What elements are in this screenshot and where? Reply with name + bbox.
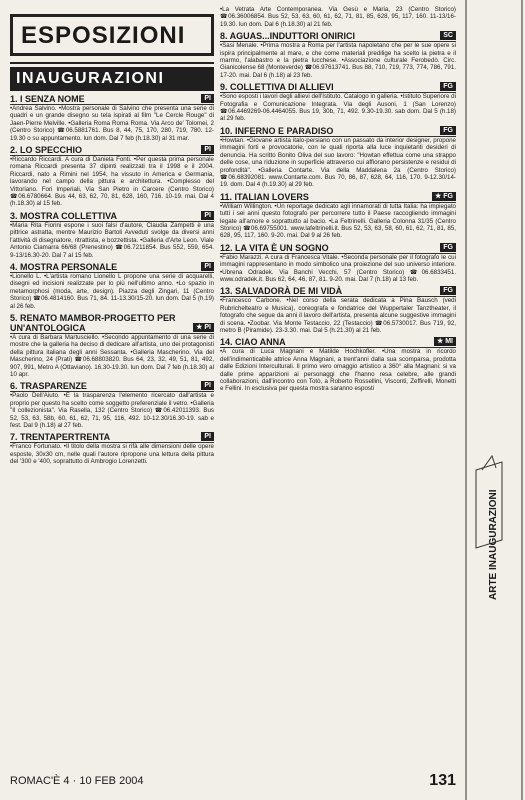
- entry-title: 8. AGUAS...INDUTTORI ONIRICI: [220, 31, 356, 42]
- page-footer: [10, 772, 456, 790]
- list-item: [220, 286, 456, 334]
- entry-title: 13. SALVADORÀ DE MI VIDÀ: [220, 286, 343, 297]
- entry-text: •Fabio Marazzi. A cura di Francesca Vitale. •Seconda personale per il fotografo le cui immagini rappresentano in modo simbolico una proiezione del suo universo interiore. •Ubrena Odradek. Via Banchi Vecchi, 57 (Centro Storico) ☎06.6833451. www.odradek.it. Bus 62, 64, 46, 87, 81. 9-20. mai. Dal 7 (h.18) al 13 feb.: [220, 253, 456, 283]
- entry-title: 6. TRASPARENZE: [10, 381, 87, 392]
- entry-text: •Howtan. •Giovane artista italo-persiano con un passato da interior designer, propone immagini forti e provocatorie, con le quali riporta alla luce inquietanti desideri di denuncia. Ha scritto Bonito Oliva del suo lavoro: "Howtan effettua come una strappo delle cose, una riduzione in superficie attraverso cui affiorano persistenze e residui di profondità". •Galleria Contarte. Via della Maddalena 2a (Centro Storico) ☎06.68392081. www.Contarte.com. Bus 70, 86, 87, 628, 64, 116, 170. 9-12.30/14-19. dom. Dal 4 (h.19.30) al 29 feb.: [220, 136, 456, 189]
- entry-title: 14. CIAO ANNA: [220, 337, 286, 348]
- category-badge: PI: [201, 432, 214, 441]
- list-item: [10, 262, 214, 310]
- entry-text: •Sasi Menale. •Prima mostra a Roma per l'artista napoletano che per le sue opere si ispira principalmente al mare, e che come materiali predilige ha scelto la pietra e il marmo, l'alabastro e la pietra lucchese. •Associazione culturale Ferobedò. Circ. Gianicolense 68 (Monteverde) ☎06.97613741. Bus 88, 710, 719, 773, 774, 786, 791. 17-20. mai. Dal 6 (h.18) al 23 feb.: [220, 42, 456, 79]
- entry-text: •Lionello L. •L'artista romano Lionello L propone una serie di acquarelli, disegni ed incisioni realizzate per lo più nell'ultimo anno. •Lo spazio in metamorphosi (moda, arte, design). Piazza degli Zingari, 11 (Centro Storico) ☎06.4814160. Bus 71, 84. 11-13.30/15-20. lun dom. Dal 5 (h.19) al 26 feb.: [10, 272, 214, 310]
- category-badge: PI: [201, 94, 214, 103]
- category-badge: PI: [201, 262, 214, 271]
- list-item: [220, 192, 456, 240]
- page-number: 131: [429, 772, 456, 789]
- category-badge: FG: [440, 286, 456, 295]
- entry-title: 9. COLLETTIVA DI ALLIEVI: [220, 82, 334, 93]
- entry-text: •Francesco Carbone. •Nel corso della serata dedicata a Pina Bausch (vedi Rubrichelteatro e Musica), coreografa e fondatrice del Wuppertaler Tanztheater, il fotografo che segue da anni il lavoro dell'artista, presenta alcune suggestive immagini di scena. •Zoobar. Via Monte Testaccio, 22 (Testaccio) ☎06.5730017. Bus 719, 92, metro B (Piramide). 23-3.30. mai. Dal 5 (h.21.30) al 21 feb.: [220, 297, 456, 334]
- entry-header: [220, 243, 456, 254]
- entry-title: 3. MOSTRA COLLETTIVA: [10, 210, 117, 221]
- entry-title: 4. MOSTRA PERSONALE: [10, 261, 118, 272]
- entry-header: [10, 145, 214, 156]
- list-item: [220, 243, 456, 284]
- entry-header: [220, 192, 456, 203]
- category-badge: FG: [440, 243, 456, 252]
- side-section-label: ARTE INAUGURAZIONI: [488, 489, 499, 600]
- entry-header: [220, 82, 456, 93]
- list-item: [10, 381, 214, 429]
- entry-header: [10, 94, 214, 105]
- left-entry-list: [10, 94, 214, 466]
- category-badge: PI: [201, 145, 214, 154]
- divider: [10, 62, 214, 64]
- list-item: [10, 432, 214, 465]
- list-item: [10, 211, 214, 259]
- category-badge: FG: [440, 126, 456, 135]
- category-badge: PI: [201, 381, 214, 390]
- entry-title: 12. LA VITA È UN SOGNO: [220, 242, 329, 253]
- entry-header: [10, 432, 214, 443]
- entry-header: [10, 262, 214, 273]
- category-badge: PI: [201, 211, 214, 220]
- list-item: [220, 82, 456, 123]
- category-badge: SC: [440, 31, 456, 40]
- section-header: INAUGURAZIONI: [10, 67, 214, 91]
- entry-header: [220, 126, 456, 137]
- right-entry-list: [220, 31, 456, 393]
- entry-header: [220, 31, 456, 42]
- left-column: [10, 0, 214, 466]
- list-item: [10, 145, 214, 208]
- list-item: [10, 313, 214, 378]
- entry-text: •A cura di Luca Magnani e Matilde Hochkofler. •Una mostra in ricordo dell'indimenticabile attrice Anna Magnani, a trent'anni dalla sua scomparsa, prodotta dalle Edizioni Interculturali. Il primo vero omaggio artistico a 360° alla Magnani: si va dalle prime apparizioni ai personaggi che l'hanno resa celebre, alle grandi collaborazioni, dall'incontro con Totò, a Roberto Rossellini, Visconti, Zeffirelli, Monetti e Fellini. In esclusiva per questa mostra saranno esposti: [220, 348, 456, 393]
- side-decoration: [462, 0, 525, 800]
- entry-title: 5. RENATO MAMBOR-PROGETTO PER UN'ANTOLOGICA: [10, 312, 176, 333]
- category-badge: FG: [440, 82, 456, 91]
- right-intro-text: •La Vetrata Arte Contemporanea. Via Gesù e Maria, 23 (Centro Storico) ☎06.36006854. Bus 52, 53, 63, 60, 61, 62, 71, 81, 85, 628, 95, 117, 160. 11-13/16-19.30. lun dom. Dal 6 (h.18.30) al 21 feb.: [220, 6, 456, 28]
- entry-text: •Sono esposti i lavori degli allievi dell'Istituto. Catalogo in galleria. •Istituto Superiore di Fotografia e Comunicazione Integrata. Via degli Ausoni, 1 (San Lorenzo) ☎06.4469269-06.4464055. Bus 19, 30b, 71, 492. 9.30-19.30. sab dom. Dal 5 (h.18) al 29 feb.: [220, 93, 456, 123]
- list-item: [220, 337, 456, 392]
- entry-header: [10, 313, 214, 334]
- entry-header: [10, 211, 214, 222]
- right-column: [220, 0, 456, 393]
- entry-title: 1. I SENZA NOME: [10, 94, 85, 104]
- category-badge: ★ FG: [432, 192, 456, 201]
- entry-title: 11. ITALIAN LOVERS: [220, 191, 309, 202]
- entry-header: [220, 286, 456, 297]
- page-title: ESPOSIZIONI: [10, 14, 214, 56]
- category-badge: ★ PI: [193, 323, 214, 332]
- category-badge: ★ MI: [434, 337, 456, 346]
- entry-text: •A cura di Barbara Martusciello. •Secondo appuntamento di una serie di mostre che la galleria ha deciso di dedicare all'artista, uno dei protagonisti della pittura italiana degli anni Sessanta. •Galleria Mascherino. Via del Mascherino, 24 (Prati) ☎06.68803820. Bus 64, 23, 32, 49, 51, 81, 492, 907, 991, Metro A (Ottaviano). 16.30-19.30. lun dom. Dal 7 feb (h.18.30) al 10 apr.: [10, 333, 214, 378]
- footer-issue: ROMAC'È 4 · 10 FEB 2004: [10, 775, 144, 787]
- entry-text: •Riccardo Riccardi. A cura di Daniela Fonti. •Per questa prima personale romana Riccardi presenta 37 dipinti realizzati tra il 1998 e il 2004. Riccardi, nato a Rimini nel 1954, ha vissuto in America e Germania, lavorando nel campo della pittura e architettura. •Complesso del Vittoriano. Fori Imperiali, Via San Pietro in Carcere (Centro Storico) ☎06.6780664. Bus 44, 63, 62, 70, 81, 628, 160, 716. 10-19. mai. Dal 4 (h.18.30) al 15 feb.: [10, 156, 214, 208]
- entry-header: [10, 381, 214, 392]
- list-item: [220, 31, 456, 79]
- entry-title: 10. INFERNO E PARADISO: [220, 125, 334, 136]
- entry-header: [220, 337, 456, 348]
- entry-text: •Paolo Dell'Aiuto. •È la trasparenza l'elemento ricercato dall'artista e proprio per questo ha scelto come soggetto preferenziale il vetro. •Galleria "Il collezionista". Via Rasella, 132 (Centro Storico) ☎06.42011393. Bus 52, 53, 63, 58b, 60, 61, 62, 71, 95, 116, 492. 10-12.30/16.30-19. sab e fest. Dal 9 (h.18) al 27 feb.: [10, 392, 214, 429]
- entry-text: •William Willington. •Un reportage dedicato agli innamorati di tutta Italia: ha impiegato tutti i sei anni questo fotografo per percorrere tutto il Paese raccogliendo immagini legate all'amore e soprattutto al bacio. •La Feltrinelli. Galleria Colonna 31/35 (Centro Storico) ☎06.69755001. www.lafeltrinelli.it. Bus 52, 53, 63, 58, 60, 61, 62, 71, 81, 85, 628, 95, 117, 160. 9-20. mai. Dal 9 al 26 feb.: [220, 202, 456, 240]
- entry-title: 7. TRENTAPERTRENTA: [10, 432, 111, 443]
- entry-title: 2. LO SPECCHIO: [10, 145, 83, 156]
- list-item: [10, 94, 214, 142]
- entry-text: •Maria Rita Fiorini espone i suoi falsi d'autore, Claudia Zampetti è una pittrice astratta, mentre Maurizio Bartoli Avveduti svolge da diversi anni l'attività di disegnatore, ritrattista, e bozzettista. •Galleria d'Arte Leon. Viale Antonio Ciamarra 66/68 (Prenestino) ☎06.7211854. Bus 552, 559, 654. 9-13/16.30-20. Dal 7 al 15 feb.: [10, 221, 214, 259]
- side-margin: [462, 0, 525, 800]
- entry-text: •Andrea Salvino. •Mostra personale di Salvino che presenta una serie di quadri e un grande disegno su tela ispirati al film "Le Cercle Rouge" di Jaen-Pierre Melville. •Galleria Roma Roma Roma. Via Arco de' Tolomei, 2 (Centro Storico) ☎06.5881761. Bus 8, 44, 75, 170, 280, 719, 780. 12-19.30 o su appuntamento. lun dom. Dal 7 feb (h.18.30) al 31 mar.: [10, 105, 214, 142]
- list-item: [220, 126, 456, 189]
- entry-text: •Franco Fortunato. •Il titolo della mostra si rifà alle dimensioni delle opere esposte, 30x30 cm, nelle quali l'autore ripropone una lettura della pittura del '300 e '400, soprattutto di Ambrogio Lorenzetti.: [10, 443, 214, 466]
